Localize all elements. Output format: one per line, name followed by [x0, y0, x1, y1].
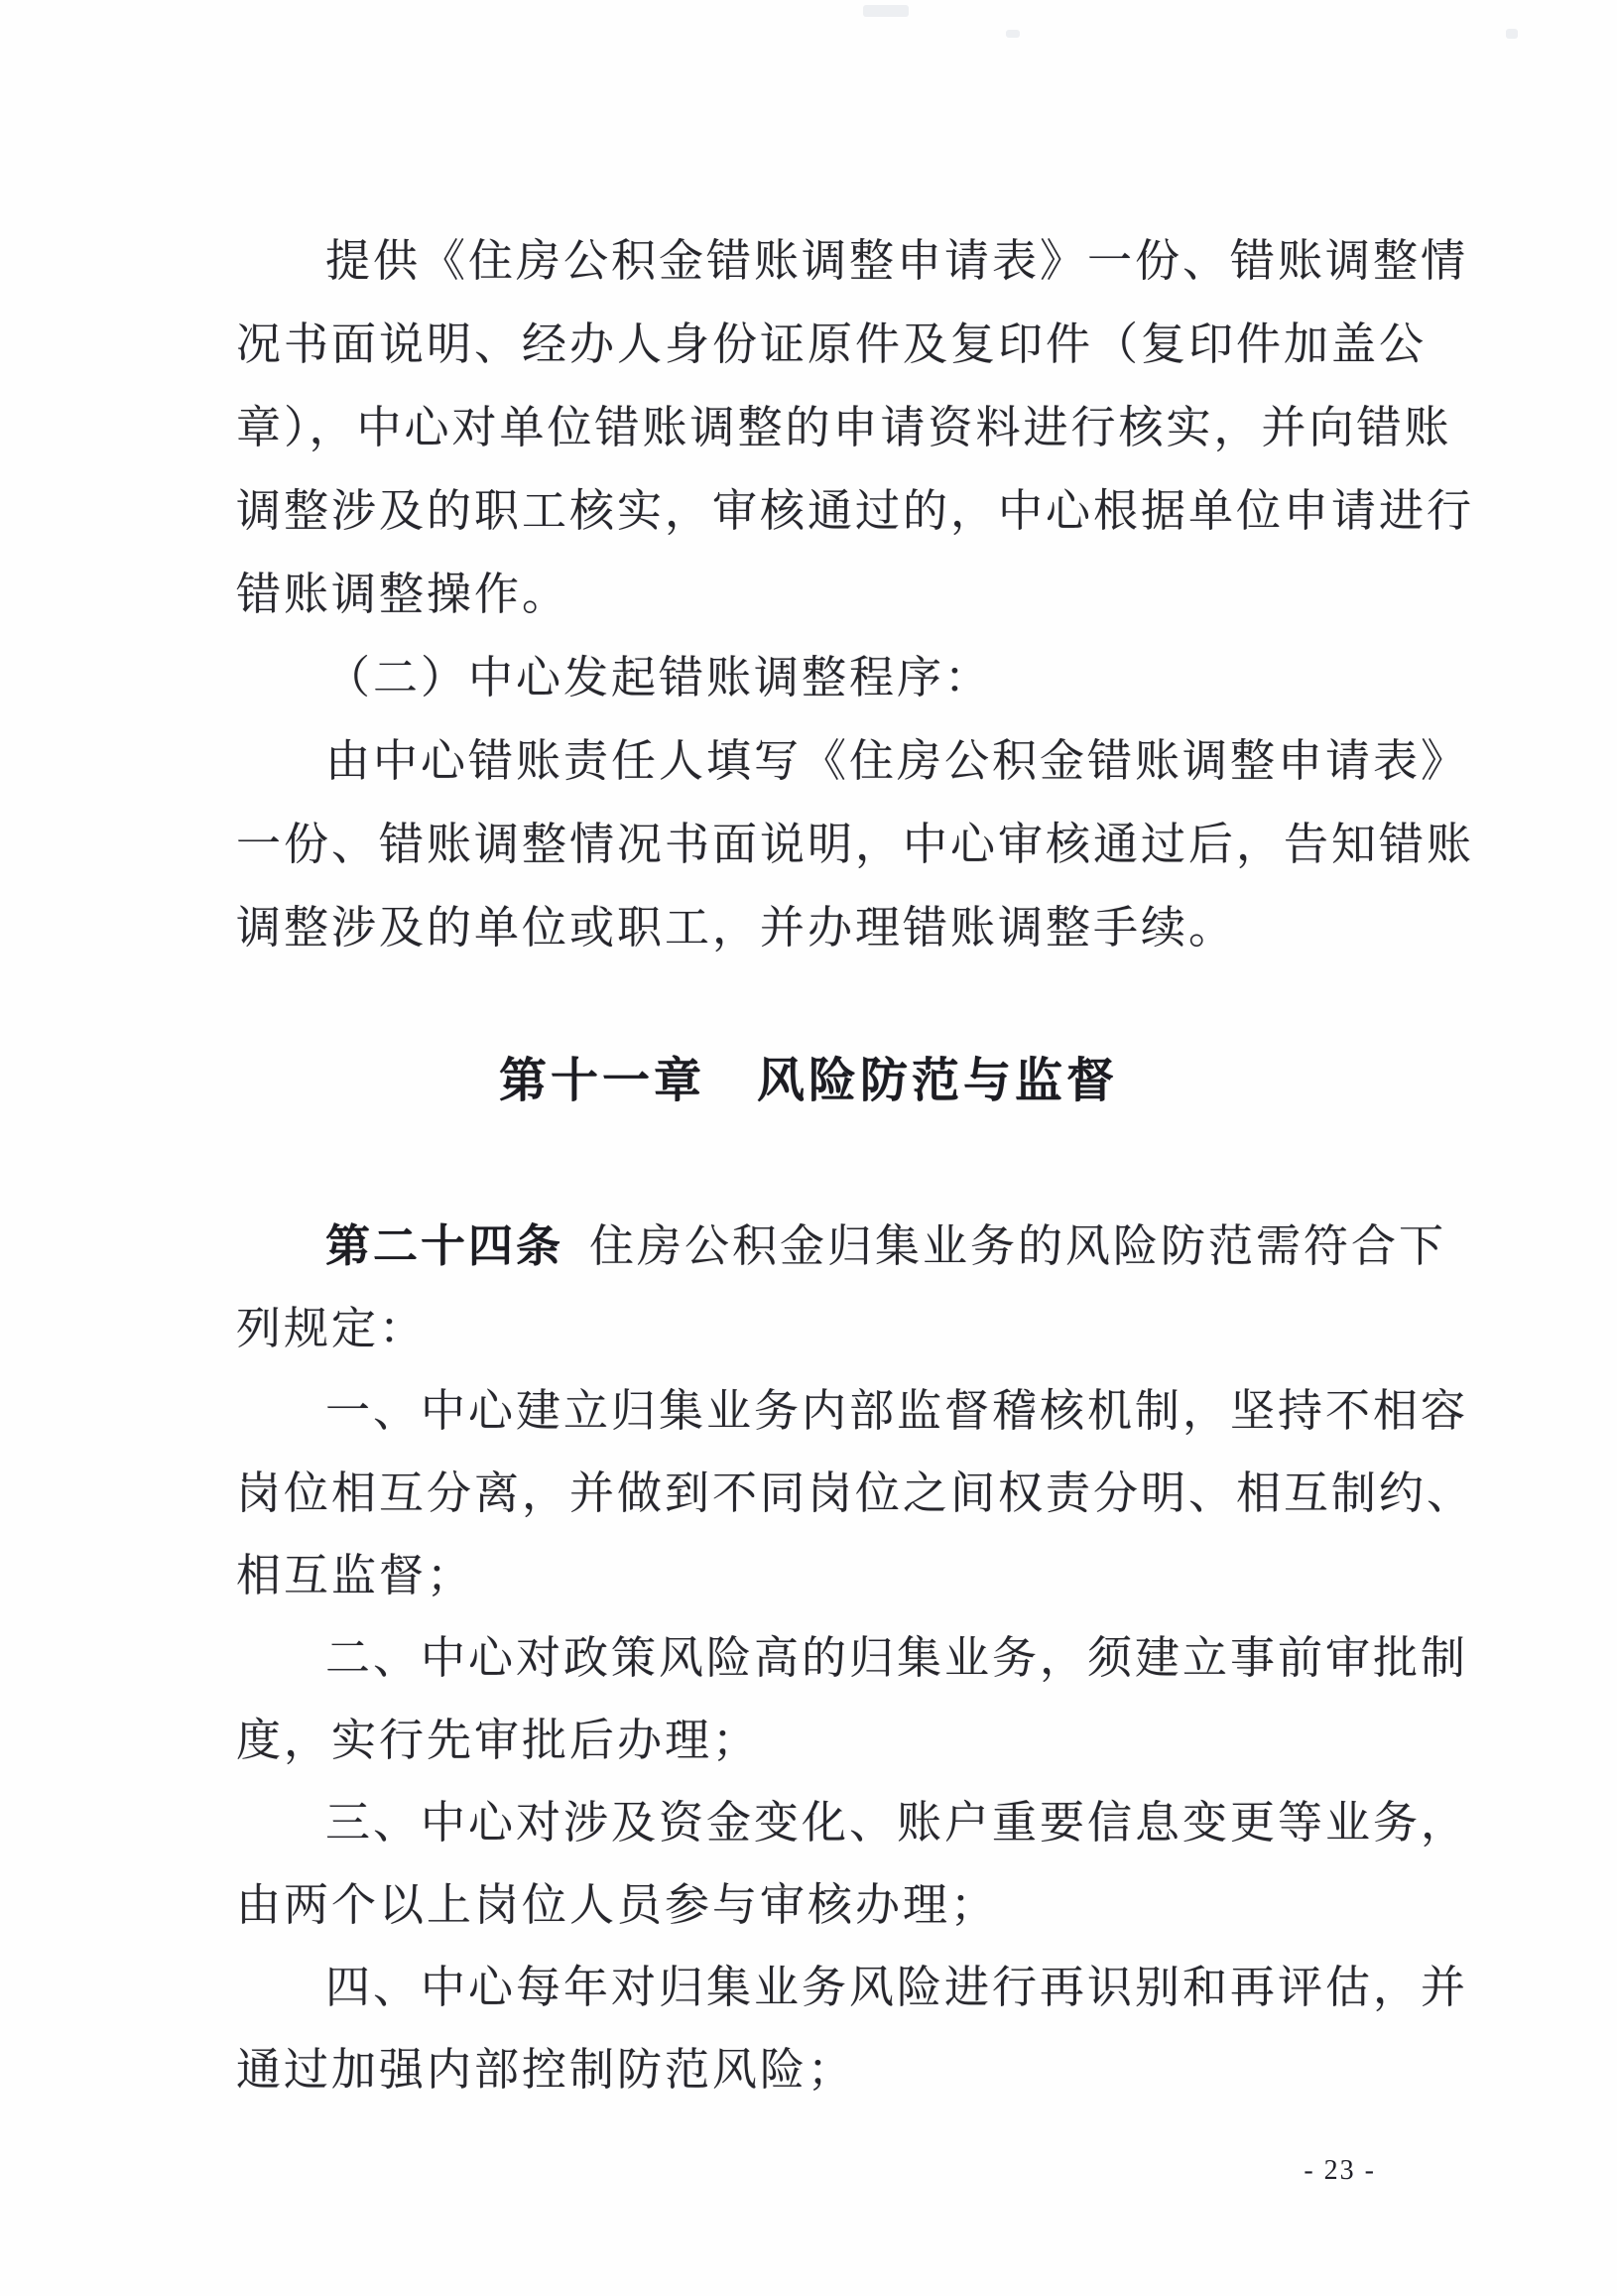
body-line-list-item: 四、中心每年对归集业务风险进行再识别和再评估，并	[325, 1963, 1469, 2012]
chapter-heading: 第十一章 风险防范与监督	[498, 1055, 1118, 1107]
article-intro: 住房公积金归集业务的风险防范需符合下	[589, 1221, 1447, 1271]
body-line: 列规定：	[236, 1304, 428, 1353]
body-line: 度，实行先审批后办理；	[236, 1716, 761, 1765]
body-line: 通过加强内部控制防范风险；	[236, 2045, 856, 2095]
body-line: 由中心错账责任人填写《住房公积金错账调整申请表》	[325, 736, 1469, 786]
body-line: 调整涉及的职工核实，审核通过的，中心根据单位申请进行	[236, 486, 1475, 536]
body-line-list-item: 三、中心对涉及资金变化、账户重要信息变更等业务，	[325, 1798, 1469, 1848]
body-line: 况书面说明、经办人身份证原件及复印件（复印件加盖公	[236, 319, 1428, 369]
body-line-list-item: 一、中心建立归集业务内部监督稽核机制，坚持不相容	[325, 1386, 1469, 1436]
body-line: 章），中心对单位错账调整的申请资料进行核实，并向错账	[236, 403, 1452, 452]
scan-artifact	[863, 5, 909, 17]
body-line-list-item: （二）中心发起错账调整程序：	[325, 653, 993, 702]
body-line: 由两个以上岗位人员参与审核办理；	[236, 1880, 999, 1930]
paragraph-block-error-adjustment	[0, 0, 1617, 969]
body-line: 相互监督；	[236, 1551, 475, 1600]
body-line-article	[236, 1205, 1476, 1288]
page-number: - 23 -	[1304, 2155, 1376, 2186]
scan-artifact	[1506, 29, 1518, 39]
body-line-list-item: 二、中心对政策风险高的归集业务，须建立事前审批制	[325, 1633, 1469, 1683]
body-line: 提供《住房公积金错账调整申请表》一份、错账调整情	[325, 236, 1469, 286]
body-line: 岗位相互分离，并做到不同岗位之间权责分明、相互制约、	[236, 1468, 1475, 1518]
body-line: 错账调整操作。	[236, 570, 570, 619]
paragraph-block-risk-prevention	[0, 1205, 1617, 2111]
scan-artifact	[1006, 30, 1020, 38]
body-line: 调整涉及的单位或职工，并办理错账调整手续。	[236, 903, 1237, 953]
article-number: 第二十四条	[325, 1220, 564, 1271]
body-line: 一份、错账调整情况书面说明，中心审核通过后，告知错账	[236, 820, 1475, 869]
